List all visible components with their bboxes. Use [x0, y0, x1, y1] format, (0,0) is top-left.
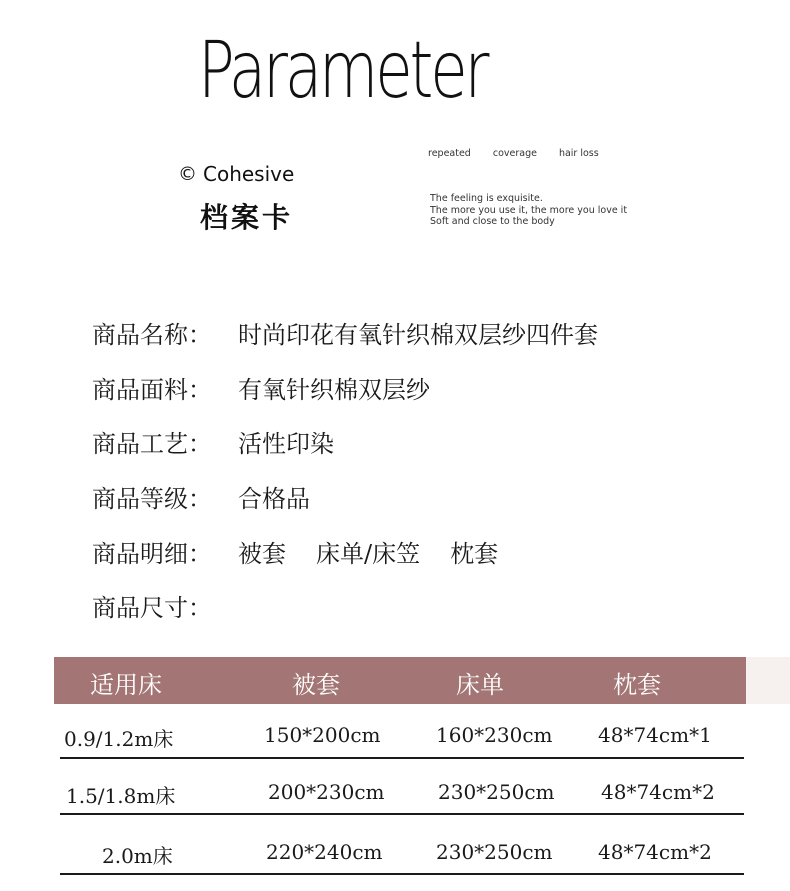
tagline-line: The more you use it, the more you love it [430, 204, 628, 216]
brand-name: Cohesive [203, 162, 295, 186]
param-label: 商品等级： [92, 485, 212, 513]
param-value: 时尚印花有氧针织棉双层纱四件套 [238, 321, 598, 349]
brand-logo [178, 162, 294, 186]
tagline-line: Soft and close to the body [430, 216, 555, 227]
param-label: 商品尺寸： [92, 594, 212, 622]
param-row-fabric [92, 370, 430, 405]
param-row-craft [92, 424, 334, 459]
param-value: 合格品 [238, 485, 310, 513]
param-row-detail [92, 534, 528, 569]
detail-item: 枕套 [450, 540, 499, 568]
tagline-line: The feeling is exquisite. [430, 193, 543, 204]
copyright-icon: © [178, 163, 197, 185]
param-row-name [92, 315, 598, 350]
param-value [238, 534, 528, 569]
table-header-cell: 枕套 [613, 671, 661, 699]
param-value: 有氧针织棉双层纱 [238, 376, 430, 404]
table-cell: 230*250cm [438, 780, 555, 804]
param-label: 商品工艺： [92, 430, 212, 458]
tagline-block [430, 193, 627, 228]
table-header-cell: 被套 [292, 671, 340, 699]
param-row-size [92, 588, 238, 623]
table-header-cell: 床单 [456, 671, 504, 699]
param-row-grade [92, 479, 310, 514]
table-cell: 150*200cm [264, 723, 381, 747]
table-cell: 220*240cm [266, 840, 383, 864]
tag-item: coverage [492, 148, 537, 159]
param-value: 活性印染 [238, 430, 334, 458]
brand-subtitle: 档案卡 [200, 201, 294, 234]
row-divider [60, 873, 744, 875]
param-label: 商品名称： [92, 321, 212, 349]
row-divider [60, 757, 744, 759]
table-cell: 1.5/1.8m床 [66, 784, 176, 808]
table-cell: 200*230cm [268, 780, 385, 804]
table-cell: 2.0m床 [102, 844, 173, 868]
param-label: 商品面料： [92, 376, 212, 404]
table-cell: 48*74cm*2 [601, 780, 715, 804]
page-title: Parameter [198, 26, 487, 116]
table-cell: 230*250cm [436, 840, 553, 864]
table-cell: 160*230cm [436, 723, 553, 747]
tag-list [428, 148, 599, 159]
table-header-fade [746, 657, 790, 704]
row-divider [60, 813, 744, 815]
tag-item: repeated [428, 148, 471, 159]
table-cell: 0.9/1.2m床 [64, 727, 174, 751]
detail-item: 被套 [238, 540, 286, 568]
detail-item: 床单/床笠 [316, 540, 421, 568]
table-cell: 48*74cm*1 [598, 723, 712, 747]
param-label: 商品明细： [92, 540, 212, 568]
table-header-cell: 适用床 [90, 671, 162, 699]
table-cell: 48*74cm*2 [598, 840, 712, 864]
tag-item: hair loss [558, 148, 599, 159]
